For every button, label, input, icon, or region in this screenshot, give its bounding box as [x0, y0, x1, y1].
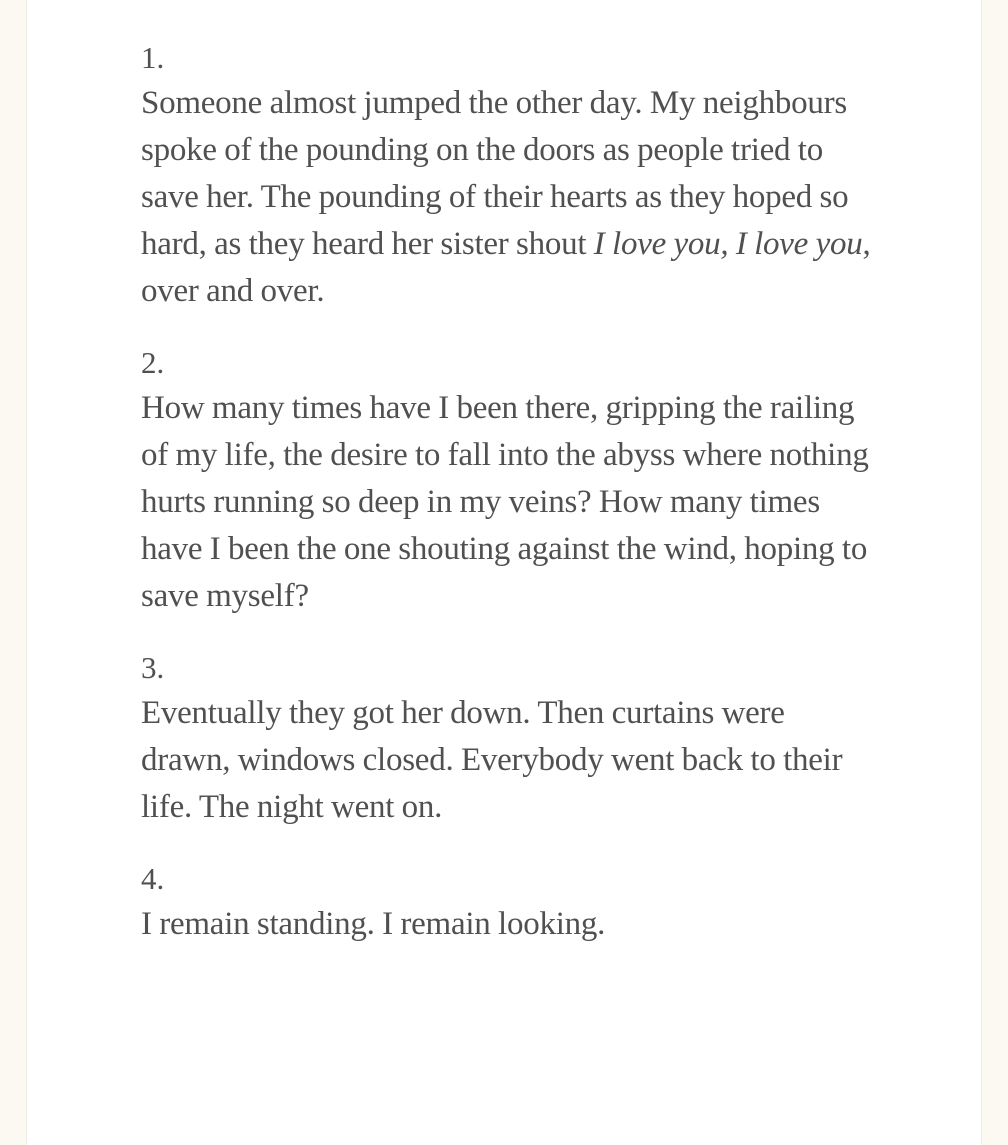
- section-paragraph: [141, 80, 871, 315]
- section-1: [141, 36, 871, 315]
- page: [26, 0, 982, 1145]
- section-2: [141, 341, 871, 620]
- section-paragraph: [141, 385, 871, 620]
- article-body: [141, 36, 871, 974]
- paragraph-text: How many times have I been there, gripping the railing of my life, the desire to fall into the abyss where nothing hurts running so deep in my veins? How many times have I been the one shouting against the wind, hoping to save myself?: [141, 390, 869, 614]
- section-number: 3.: [141, 650, 165, 685]
- section-number: 4.: [141, 861, 165, 896]
- paragraph-text: Eventually they got her down. Then curtains were drawn, windows closed. Everybody went back to their life. The night went on.: [141, 695, 843, 825]
- section-4: [141, 857, 871, 948]
- section-3: [141, 646, 871, 831]
- section-number: 2.: [141, 345, 165, 380]
- section-paragraph: [141, 690, 871, 831]
- section-paragraph: [141, 901, 871, 948]
- section-number: 1.: [141, 40, 165, 75]
- paragraph-text: Someone almost jumped the other day. My neighbours spoke of the pounding on the doors as people tried to save her. The pounding of their hearts as they hoped so hard, as they heard her sister shout: [141, 85, 849, 262]
- paragraph-text: I remain standing. I remain looking.: [141, 906, 606, 942]
- paragraph-text: , over and over.: [141, 226, 871, 309]
- paragraph-italic-text: I love you, I love you: [593, 226, 863, 262]
